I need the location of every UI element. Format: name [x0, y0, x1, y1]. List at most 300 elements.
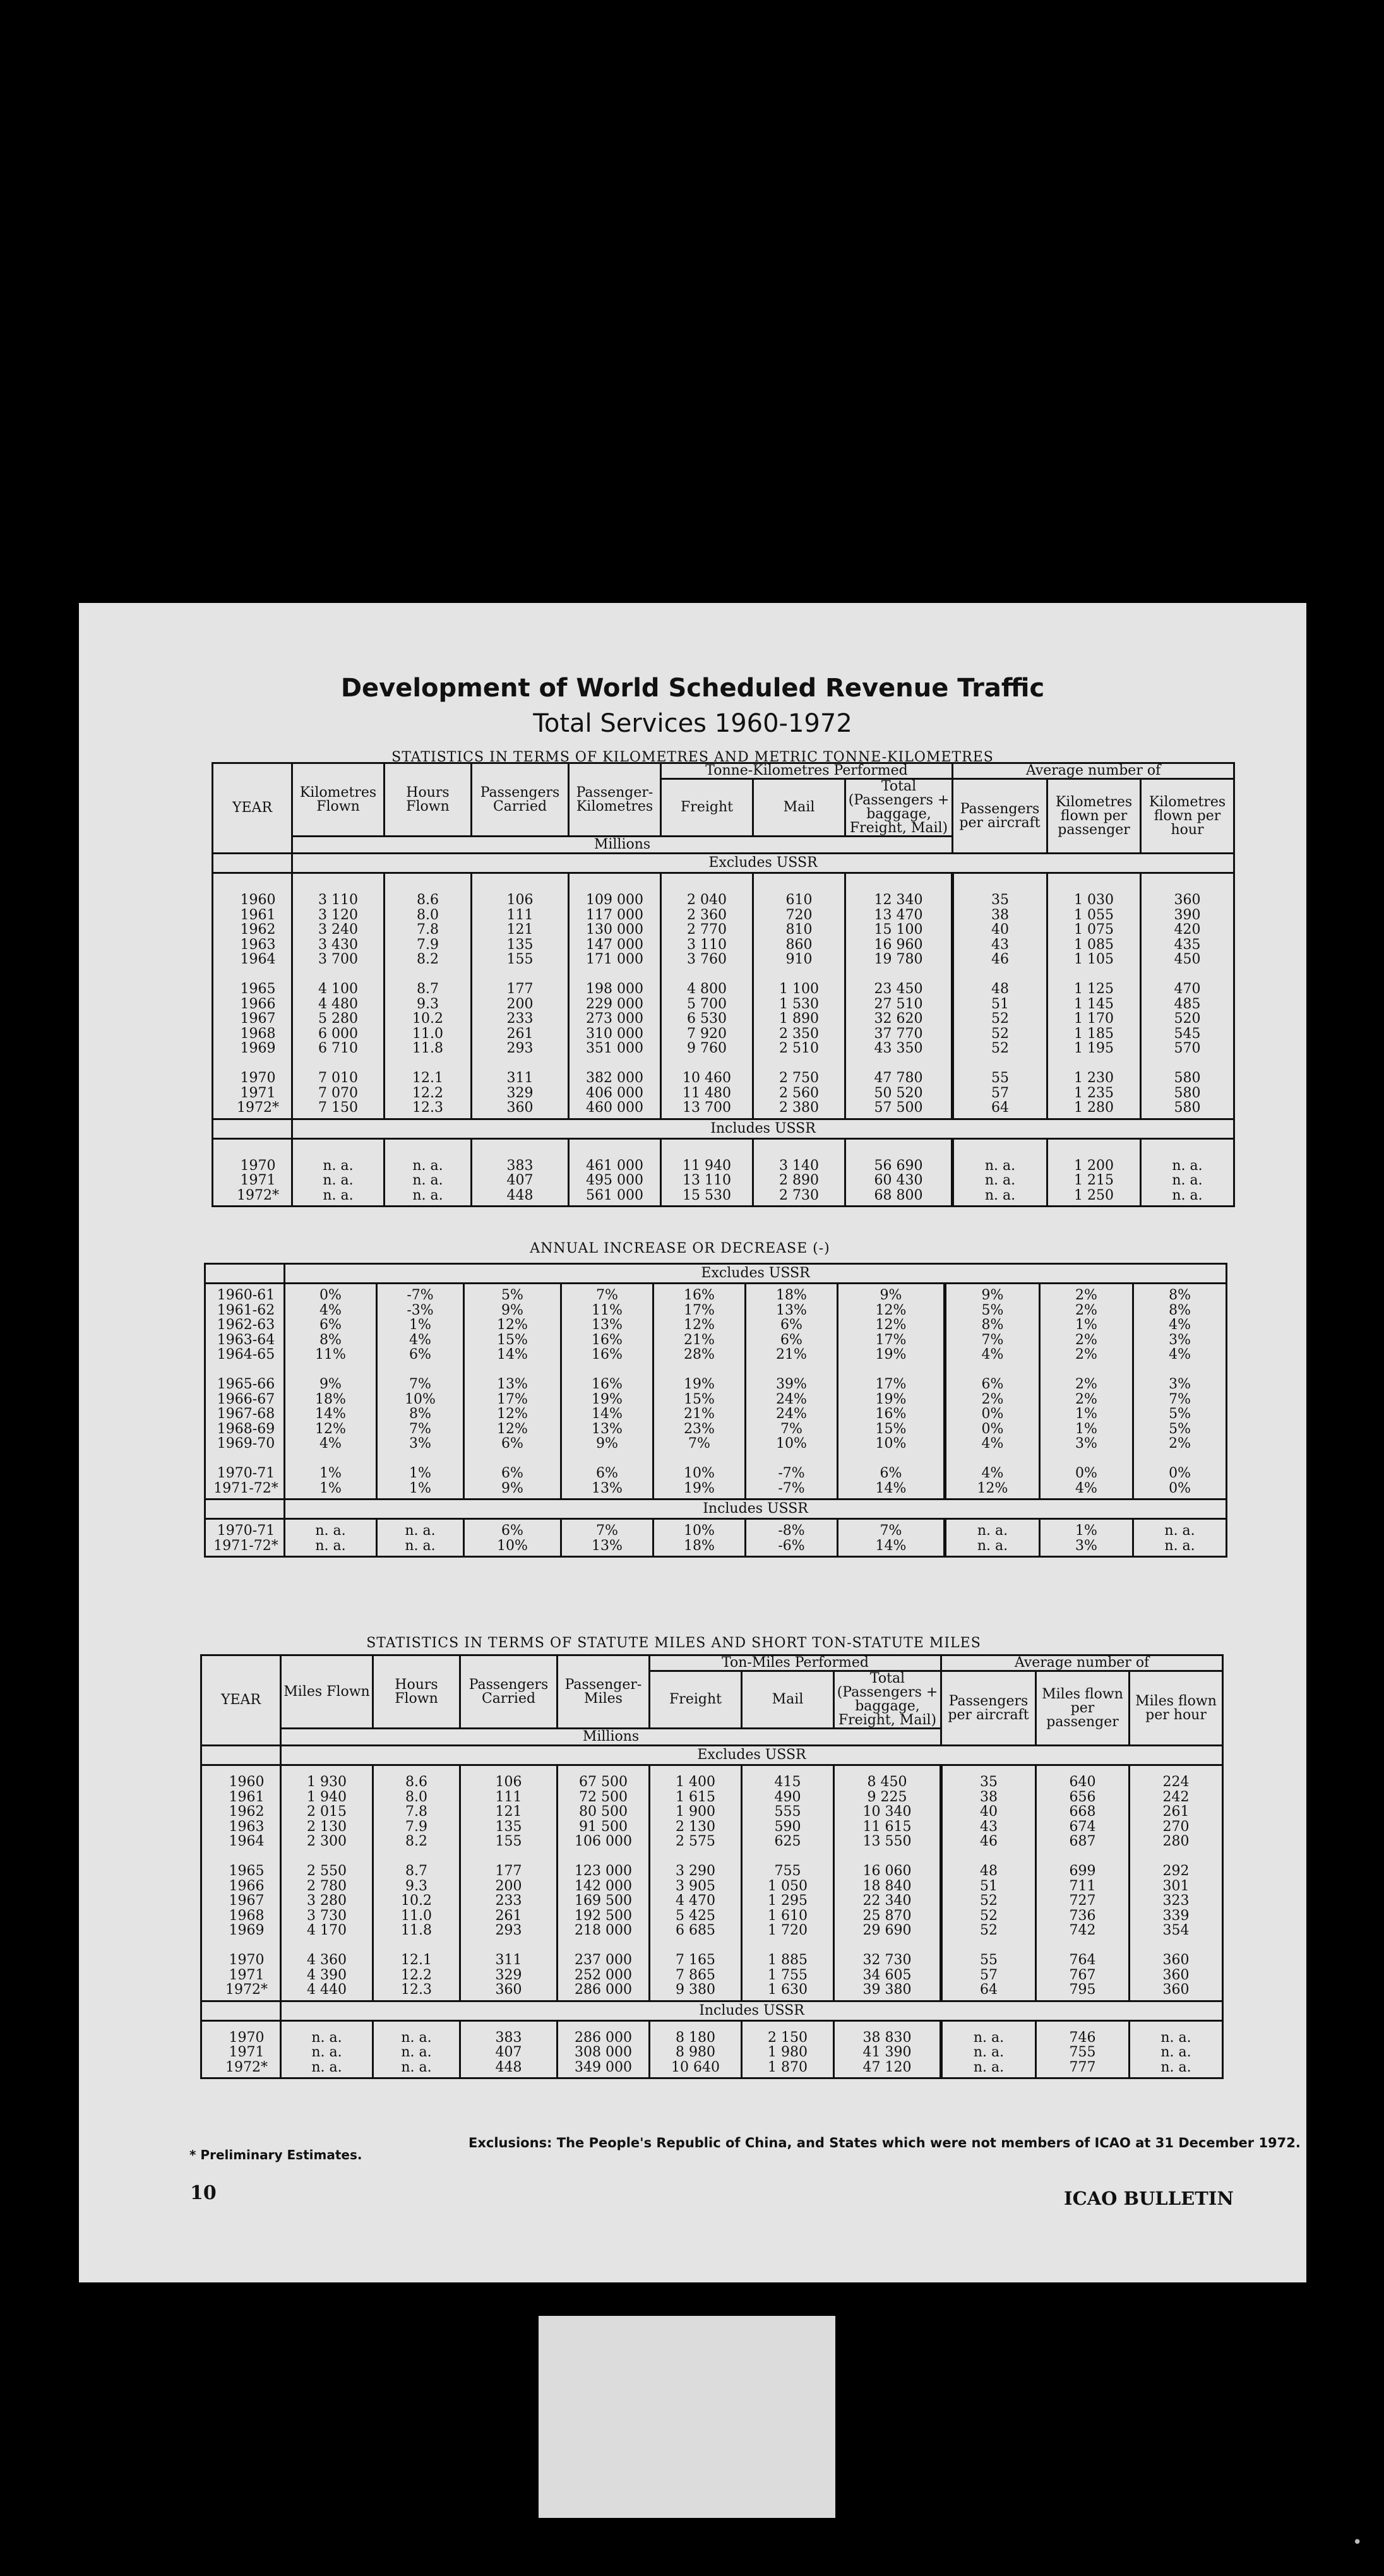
table-cell: 286 000 [575, 1982, 632, 1998]
table-cell: 21% [684, 1332, 715, 1348]
table-cell: 177 [495, 1863, 522, 1879]
excludes-ussr-years [205, 1284, 285, 1500]
table-cell: 8.0 [417, 907, 439, 923]
row-gap [213, 1938, 280, 1953]
table-cell: 68 800 [874, 1187, 923, 1203]
table-cell: 48 [980, 1863, 998, 1879]
table-cell: 6 710 [318, 1041, 358, 1056]
table-cell: 19% [592, 1391, 623, 1407]
table-cell: 52 [991, 1041, 1010, 1056]
year-label: 1963 [240, 936, 276, 953]
table-cell: 9% [319, 1376, 342, 1392]
table-cell: 12.1 [401, 1952, 432, 1968]
excludes-ussr-years [213, 873, 292, 1119]
row-gap [954, 1056, 1046, 1071]
table-cell: 764 [1069, 1952, 1096, 1968]
table-cell: 13 110 [683, 1172, 731, 1188]
year-label: 1971-72* [213, 1480, 278, 1496]
table-cell: 12% [497, 1406, 528, 1422]
excludes-ussr-column-7 [845, 873, 953, 1119]
table-cell: 18% [315, 1391, 346, 1407]
excludes-ussr-column-4 [569, 873, 661, 1119]
table-cell: 4 480 [318, 996, 358, 1012]
table-cell: 1 100 [779, 981, 819, 997]
year-label: 1971 [240, 1085, 276, 1101]
table-cell: 2% [1075, 1376, 1097, 1392]
excludes-ussr-column-6 [746, 1284, 838, 1500]
table-cell: 5 280 [318, 1011, 358, 1027]
year-label: 1967-68 [217, 1406, 275, 1422]
table-cell: 200 [506, 996, 534, 1012]
year-header: YEAR [213, 763, 292, 854]
includes-ussr-column-5 [650, 2020, 742, 2078]
year-label: 1971-72* [213, 1537, 278, 1554]
table-cell: 323 [1162, 1893, 1190, 1909]
includes-ussr-years [213, 1138, 292, 1207]
row-gap [465, 1452, 560, 1467]
year-label: 1970 [240, 1157, 276, 1174]
table-cell: 10% [684, 1465, 715, 1481]
table-cell: 47 780 [874, 1070, 923, 1086]
table-cell: 490 [774, 1789, 801, 1805]
includes-ussr-column-1 [292, 1138, 385, 1207]
table-cell: 46 [991, 951, 1010, 967]
table-cell: 142 000 [575, 1878, 632, 1894]
table-cell: 270 [1162, 1818, 1190, 1835]
table-cell: 3 240 [318, 922, 358, 938]
table-cell: 746 [1069, 2029, 1096, 2046]
table-cell: 15 530 [683, 1187, 731, 1203]
table-cell: 1 630 [768, 1982, 808, 1998]
table-cell: 57 [980, 1967, 998, 1983]
table-cell: 6% [880, 1465, 902, 1481]
table-cell: 580 [1174, 1085, 1201, 1101]
year-label: 1968 [229, 1907, 265, 1924]
table-cell: n. a. [1172, 1172, 1203, 1188]
table-cell: n. a. [984, 1172, 1016, 1188]
table-cell: 6 000 [318, 1025, 358, 1042]
table-cell: 5% [1169, 1406, 1191, 1422]
table-cell: 1 185 [1074, 1025, 1114, 1042]
table-cell: 1 250 [1074, 1187, 1114, 1203]
excludes-ussr-column-2 [385, 873, 472, 1119]
row-gap [558, 1849, 648, 1864]
table-cell: 8% [319, 1332, 342, 1348]
table-cell: 111 [495, 1789, 522, 1805]
table-cell: 10.2 [401, 1893, 432, 1909]
table-cell: 123 000 [575, 1863, 632, 1879]
group-header-average: Average number of [953, 763, 1234, 779]
table-cell: 407 [506, 1172, 534, 1188]
table-cell: 16% [592, 1332, 623, 1348]
table-cell: 43 350 [874, 1041, 923, 1056]
table-cell: 1% [1075, 1421, 1097, 1437]
row-gap [743, 1938, 833, 1953]
year-label: 1963-64 [217, 1332, 275, 1348]
year-label: 1966 [240, 996, 276, 1012]
table-cell: 7.8 [405, 1804, 427, 1820]
table-cell: 8 980 [676, 2044, 715, 2060]
row-gap [562, 1452, 652, 1467]
table-cell: 8% [1169, 1287, 1191, 1303]
table-cell: n. a. [1164, 1537, 1195, 1554]
preliminary-note: * Preliminary Estimates. [189, 2147, 362, 2162]
table-cell: 60 430 [874, 1172, 923, 1188]
table-cell: 420 [1174, 922, 1201, 938]
year-label: 1960 [229, 1774, 265, 1790]
row-gap [225, 1056, 291, 1071]
table-cell: 3 760 [687, 951, 727, 967]
table-cell: 7% [780, 1421, 802, 1437]
includes-ussr-column-3 [460, 2020, 558, 2078]
table-cell: 12% [497, 1317, 528, 1333]
table-cell: 5% [981, 1302, 1004, 1318]
table-cell: 727 [1069, 1893, 1096, 1909]
table-cell: n. a. [401, 2029, 432, 2046]
table-cell: 12% [875, 1317, 907, 1333]
page-title: Development of World Scheduled Revenue Traffic [340, 674, 1045, 703]
table-cell: 382 000 [586, 1070, 643, 1086]
row-gap [1130, 1938, 1222, 1953]
table-cell: 13% [776, 1302, 807, 1318]
table-cell: 10 460 [683, 1070, 731, 1086]
table-cell: 590 [774, 1818, 801, 1835]
table-cell: 15% [875, 1421, 907, 1437]
includes-ussr-column-7 [845, 1138, 953, 1207]
group-header-tonne: Ton-Miles Performed [650, 1655, 941, 1671]
table-cell: 52 [991, 1025, 1010, 1042]
table-cell: 720 [785, 907, 813, 923]
excludes-ussr-column-2 [373, 1765, 460, 2001]
row-gap [461, 1849, 556, 1864]
column-header: Miles flown per hour [1130, 1671, 1223, 1746]
table-cell: 200 [495, 1878, 522, 1894]
excludes-ussr-column-10 [1141, 873, 1234, 1119]
year-label: 1970 [240, 1070, 276, 1086]
table-cell: 0% [981, 1406, 1004, 1422]
table-cell: n. a. [412, 1187, 443, 1203]
table-cell: 6% [981, 1376, 1004, 1392]
table-cell: 16% [875, 1406, 907, 1422]
table-cell: n. a. [311, 2059, 342, 2075]
row-gap [378, 1363, 463, 1378]
includes-ussr-column-2 [377, 1519, 464, 1557]
table-cell: 6% [780, 1317, 802, 1333]
table-cell: 3% [1169, 1376, 1191, 1392]
year-label: 1972* [225, 1982, 268, 1998]
table-cell: 38 830 [862, 2029, 912, 2046]
table-cell: 8.2 [405, 1834, 427, 1849]
table-cell: 273 000 [586, 1011, 643, 1027]
table-cell: 360 [1162, 1982, 1190, 1998]
year-label: 1964 [240, 951, 276, 967]
table-cell: 12.1 [412, 1070, 443, 1086]
column-header: Passengers per aircraft [953, 779, 1047, 854]
table-cell: 311 [495, 1952, 522, 1968]
table-cell: 360 [506, 1100, 534, 1116]
table-cell: 23 450 [874, 981, 923, 997]
table-cell: 28% [684, 1347, 715, 1363]
row-gap [650, 1849, 741, 1864]
table-cell: 2 350 [779, 1025, 819, 1042]
table-cell: -6% [778, 1537, 805, 1554]
table-cell: n. a. [984, 1157, 1016, 1174]
year-label: 1966 [229, 1878, 265, 1894]
table-cell: 4% [409, 1332, 431, 1348]
table-cell: 2 360 [687, 907, 727, 923]
column-header: Kilometres flown per passenger [1047, 779, 1141, 854]
table-cell: 52 [980, 1907, 998, 1924]
table-cell: n. a. [323, 1187, 354, 1203]
year-label: 1970 [229, 1952, 265, 1968]
table-cell: 19% [684, 1376, 715, 1392]
table-cell: 2% [1075, 1302, 1097, 1318]
table-cell: n. a. [412, 1157, 443, 1174]
table-cell: 13% [497, 1376, 528, 1392]
excludes-ussr-column-3 [460, 1765, 558, 2001]
year-label: 1968-69 [217, 1421, 275, 1437]
table-cell: 18 840 [862, 1878, 912, 1894]
table-cell: 3 730 [307, 1907, 347, 1924]
table-cell: 4 440 [307, 1982, 347, 1998]
table-cell: 16 060 [862, 1863, 912, 1879]
table-cell: 6% [596, 1465, 618, 1481]
table-cell: 4% [319, 1436, 342, 1452]
table-cell: n. a. [1164, 1523, 1195, 1539]
table-cell: 8.0 [405, 1789, 427, 1805]
table-cell: 14% [875, 1480, 907, 1496]
row-gap [662, 1056, 752, 1071]
includes-ussr-years [205, 1519, 285, 1557]
table-cell: n. a. [1160, 2044, 1191, 2060]
table-cell: 9 760 [687, 1041, 727, 1056]
table-cell: n. a. [323, 1172, 354, 1188]
table-cell: n. a. [401, 2059, 432, 2075]
table-cell: 1 900 [676, 1804, 715, 1820]
table-cell: 2 750 [779, 1070, 819, 1086]
year-label: 1961 [229, 1789, 265, 1805]
table-cell: 360 [495, 1982, 522, 1998]
table-cell: n. a. [1160, 2029, 1191, 2046]
row-gap [1130, 1849, 1222, 1864]
table-cell: 2 015 [307, 1804, 347, 1820]
table-cell: 233 [506, 1011, 534, 1027]
table-cell: 17% [497, 1391, 528, 1407]
row-gap [213, 1849, 280, 1864]
table-cell: 7.8 [417, 922, 439, 938]
column-header: Total (Passengers + baggage, Freight, Mail) [834, 1671, 941, 1729]
table-cell: 3 430 [318, 936, 358, 953]
table-cell: 10 340 [862, 1804, 912, 1820]
excludes-ussr-column-5 [661, 873, 753, 1119]
table-cell: 109 000 [586, 892, 643, 908]
table-cell: 1 940 [307, 1789, 347, 1805]
table-cell: 192 500 [575, 1907, 632, 1924]
table-cell: 1 720 [768, 1923, 808, 1938]
includes-ussr-column-8 [945, 1519, 1040, 1557]
row-gap [293, 1056, 383, 1071]
table-cell: 450 [1174, 951, 1201, 967]
row-gap [378, 1452, 463, 1467]
table-cell: 32 620 [874, 1011, 923, 1027]
row-gap [946, 1452, 1039, 1467]
table-cell: 1% [1075, 1317, 1097, 1333]
table-cell: 15% [684, 1391, 715, 1407]
year-header: YEAR [201, 1655, 281, 1746]
table-cell: 261 [495, 1907, 522, 1924]
table-cell: 8% [1169, 1302, 1191, 1318]
table-cell: 435 [1174, 936, 1201, 953]
table-cell: 2 510 [779, 1041, 819, 1056]
table-cell: 16% [592, 1347, 623, 1363]
column-header: Miles Flown [281, 1655, 373, 1729]
table-cell: n. a. [412, 1172, 443, 1188]
table-cell: 2 890 [779, 1172, 819, 1188]
table-cell: 460 000 [586, 1100, 643, 1116]
table-cell: 51 [980, 1878, 998, 1894]
table-cell: 12.2 [401, 1967, 432, 1983]
table-cell: 6% [780, 1332, 802, 1348]
table-cell: 0% [1169, 1480, 1191, 1496]
table-cell: 242 [1162, 1789, 1190, 1805]
table-cell: 55 [991, 1070, 1010, 1086]
table-cell: 354 [1162, 1923, 1190, 1938]
table-cell: 7 865 [676, 1967, 715, 1983]
table-cell: n. a. [405, 1523, 436, 1539]
table-cell: -8% [778, 1523, 805, 1539]
table-cell: 2 040 [687, 892, 727, 908]
includes-ussr-column-1 [285, 1519, 377, 1557]
excludes-ussr-column-9 [1047, 873, 1141, 1119]
table-cell: 360 [1162, 1952, 1190, 1968]
table-cell: 3 120 [318, 907, 358, 923]
includes-ussr-column-4 [569, 1138, 661, 1207]
table-cell: 8.2 [417, 951, 439, 967]
excludes-ussr-column-10 [1133, 1284, 1227, 1500]
table-cell: 64 [991, 1100, 1010, 1116]
table-cell: 6 685 [676, 1923, 715, 1938]
row-gap [385, 967, 470, 982]
year-label: 1972* [237, 1100, 279, 1116]
table-cell: 6% [501, 1436, 523, 1452]
row-gap [754, 1056, 844, 1071]
table-cell: 561 000 [586, 1187, 643, 1203]
table-cell: 7 920 [687, 1025, 727, 1042]
table-cell: 329 [495, 1967, 522, 1983]
table-cell: 3% [1169, 1332, 1191, 1348]
table-cell: 1% [409, 1480, 431, 1496]
table-cell: 310 000 [586, 1025, 643, 1042]
table-cell: 293 [495, 1923, 522, 1938]
table-cell: 2% [1075, 1347, 1097, 1363]
table-cell: 7% [880, 1523, 902, 1539]
table-cell: 14% [592, 1406, 623, 1422]
column-header: Passengers Carried [460, 1655, 558, 1729]
table-cell: 0% [319, 1287, 342, 1303]
table-cell: 2% [981, 1391, 1004, 1407]
table-cell: 2 550 [307, 1863, 347, 1879]
table-cell: 2 770 [687, 922, 727, 938]
table-cell: 687 [1069, 1834, 1096, 1849]
includes-ussr-column-10 [1130, 2020, 1223, 2078]
table-cell: 7% [596, 1287, 618, 1303]
table-cell: 360 [1162, 1967, 1190, 1983]
table-cell: 106 [506, 892, 534, 908]
table-cell: 19 780 [874, 951, 923, 967]
table-cell: 742 [1069, 1923, 1096, 1938]
table2-grid [204, 1263, 1227, 1558]
table-cell: 10.2 [412, 1011, 443, 1027]
column-header: Hours Flown [373, 1655, 460, 1729]
year-label: 1965 [240, 981, 276, 997]
row-gap [1037, 1849, 1128, 1864]
excludes-ussr-column-5 [653, 1284, 746, 1500]
table-cell: 12.3 [401, 1982, 432, 1998]
year-label: 1962 [229, 1804, 265, 1820]
table-cell: 311 [506, 1070, 534, 1086]
table-cell: -7% [407, 1287, 434, 1303]
table-cell: 80 500 [579, 1804, 628, 1820]
table-cell: 8.6 [405, 1774, 427, 1790]
table-cell: 7.9 [405, 1818, 427, 1835]
column-header: Kilometres Flown [292, 763, 385, 837]
table-cell: 6% [409, 1347, 431, 1363]
table-cell: 233 [495, 1893, 522, 1909]
table-cell: 117 000 [586, 907, 643, 923]
table-cell: 11.0 [401, 1907, 432, 1924]
table-cell: n. a. [1172, 1157, 1203, 1174]
publication-name: ICAO BULLETIN [1064, 2188, 1234, 2209]
table-cell: 610 [785, 892, 813, 908]
table-cell: 7% [409, 1376, 431, 1392]
table-cell: 349 000 [575, 2059, 632, 2075]
excludes-ussr-column-8 [941, 1765, 1036, 2001]
table-cell: 16% [684, 1287, 715, 1303]
table-cell: 8.6 [417, 892, 439, 908]
excludes-ussr-column-9 [1040, 1284, 1133, 1500]
table-cell: 130 000 [586, 922, 643, 938]
table-cell: 2 780 [307, 1878, 347, 1894]
table-cell: 580 [1174, 1100, 1201, 1116]
table-cell: 293 [506, 1041, 534, 1056]
table-cell: 7% [1169, 1391, 1191, 1407]
excludes-ussr-column-10 [1130, 1765, 1223, 2001]
table-cell: 12% [875, 1302, 907, 1318]
table-cell: 8.7 [417, 981, 439, 997]
table-cell: 407 [495, 2044, 522, 2060]
table-cell: 46 [980, 1834, 998, 1849]
table-cell: 106 000 [575, 1834, 632, 1849]
table-cell: n. a. [984, 1187, 1016, 1203]
table-cell: 545 [1174, 1025, 1201, 1042]
table-cell: 555 [774, 1804, 801, 1820]
table-cell: 52 [980, 1923, 998, 1938]
band-excludes-ussr: Excludes USSR [292, 854, 1234, 873]
table-cell: 19% [875, 1391, 907, 1407]
includes-ussr-column-6 [753, 1138, 845, 1207]
table-cell: 1 055 [1074, 907, 1114, 923]
table-cell: 111 [506, 907, 534, 923]
table-cell: 910 [785, 951, 813, 967]
row-gap [1134, 1452, 1226, 1467]
table-cell: n. a. [315, 1523, 346, 1539]
table-cell: 4 100 [318, 981, 358, 997]
year-label: 1970-71 [217, 1523, 275, 1539]
table-cell: 485 [1174, 996, 1201, 1012]
millions-label: Millions [292, 837, 953, 854]
row-gap [835, 1849, 940, 1864]
excludes-ussr-column-7 [838, 1284, 945, 1500]
